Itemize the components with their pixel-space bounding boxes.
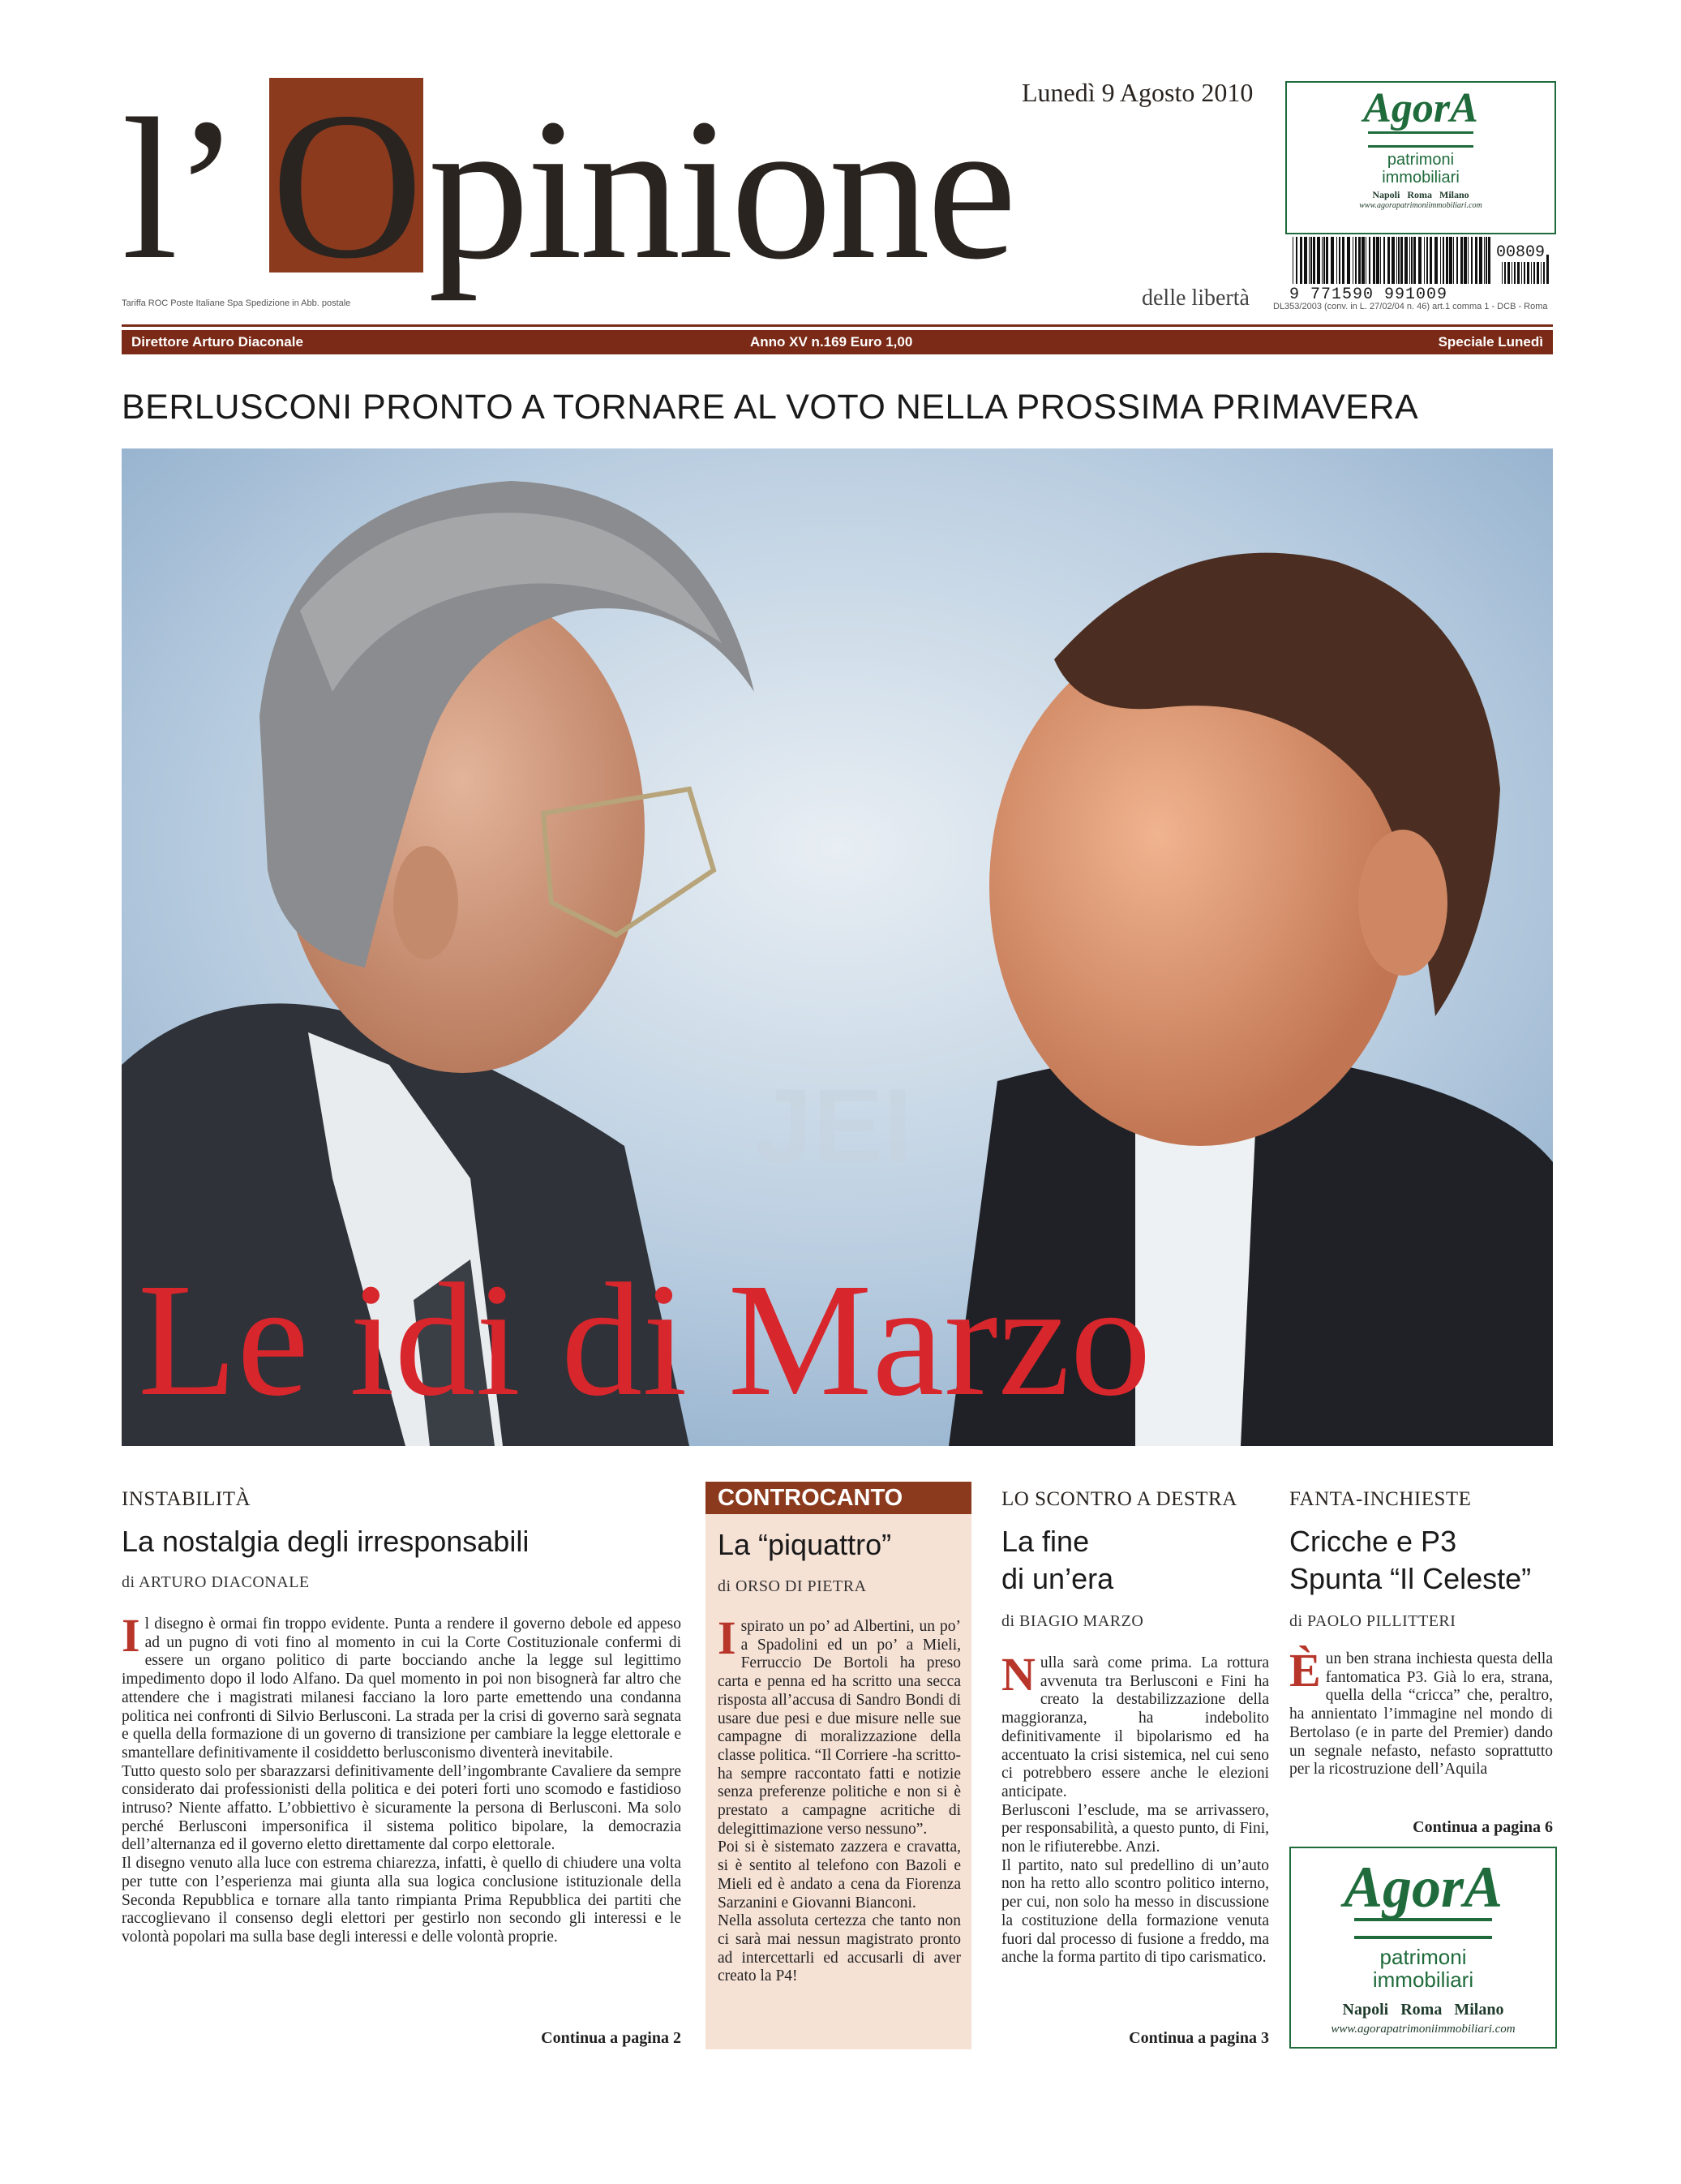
barcode-number: 9 771590 991009	[1289, 285, 1448, 304]
agora-logo-columns	[1368, 131, 1473, 148]
agora-logo-large: AgorA	[1343, 1855, 1503, 1920]
barcode-bar	[1479, 237, 1482, 284]
a4-continue-link[interactable]: Continua a pagina 6	[1413, 1818, 1553, 1836]
a4-dropcap: È	[1289, 1644, 1321, 1697]
a3-byline: di BIAGIO MARZO	[1001, 1612, 1144, 1630]
barcode-bar	[1434, 237, 1438, 284]
barcode-bar	[1456, 237, 1458, 284]
barcode-bar	[1313, 237, 1315, 284]
info-band	[122, 330, 1553, 354]
masthead-pinione: pinione	[428, 77, 1014, 302]
barcode-bar	[1331, 237, 1334, 284]
barcode-bar	[1468, 237, 1469, 284]
svg-text:JEI: JEI	[754, 1066, 913, 1185]
barcode-bar	[1376, 237, 1379, 284]
agora-logo: AgorA	[1363, 85, 1478, 131]
barcode-bar	[1440, 237, 1441, 284]
photo-headline: Le idi di Marzo	[138, 1251, 1151, 1430]
barcode-bar	[1373, 237, 1375, 284]
barcode-bar	[1488, 237, 1490, 284]
agora-url[interactable]: www.agorapatrimoniimmobiliari.com	[1359, 201, 1482, 210]
agora-line2-large: immobiliari	[1372, 1967, 1474, 1992]
a1-kicker: INSTABILITÀ	[122, 1488, 251, 1510]
main-headline: BERLUSCONI PRONTO A TORNARE AL VOTO NELLA PROSSIMA PRIMAVERA	[122, 388, 1419, 427]
barcode-bar	[1449, 237, 1452, 284]
a2-para2: Poi si è sistemato zazzera e cravatta, si è sentito al telefono con Bazoli e Mieli ed è andato a cena da Fiorenza Sarzanini e Giovanni Bianconi.	[718, 1839, 961, 1912]
a4-kicker: FANTA-INCHIESTE	[1289, 1488, 1472, 1510]
barcode-bar	[1355, 237, 1357, 284]
barcode-bar	[1411, 237, 1413, 284]
a2-dropcap: I	[718, 1611, 736, 1664]
agora-line1-large: patrimoni	[1379, 1945, 1467, 1969]
a2-para3: Nella assoluta certezza che tanto non ci sarà mai nessun magistrato pronto ad intercettarli ed accusarli di aver creato la P4!	[718, 1912, 961, 1985]
masthead-o: O	[271, 69, 423, 302]
barcode-bar	[1304, 237, 1307, 284]
barcode-bar	[1464, 237, 1467, 284]
barcode-bar	[1347, 237, 1350, 284]
barcode-bar	[1336, 237, 1337, 284]
a3-title-line2: di un’era	[1001, 1562, 1114, 1595]
edition-label: Speciale Lunedì	[1438, 334, 1543, 350]
a2-byline: di ORSO DI PIETRA	[718, 1577, 867, 1595]
barcode-bar	[1430, 237, 1432, 284]
issue-date: Lunedì 9 Agosto 2010	[1022, 78, 1254, 107]
a4-byline: di PAOLO PILLITTERI	[1289, 1612, 1456, 1630]
a2-para1: spirato un po’ ad Albertini, un po’ a Spadolini ed un po’ a Mieli, Ferruccio De Bortoli ha preso carta e penna ed ha scritto una secca risposta all’accusa di Sandro Bondi di usare due pesi e due misure nelle sue campagne di moralizzazione della classe politica. “Il Corriere -ha scritto- ha sempre raccontato fatti e notizie senza preferenze politiche e non si è prestato a campagne acritiche di delegittimazione verso nessuno”.	[718, 1618, 961, 1838]
barcode-bar	[1471, 237, 1473, 284]
barcode-bar	[1296, 237, 1297, 284]
a3-para3: Il partito, nato sul predellino di un’auto non ha retto allo scontro politico interno, per cui, non solo ha messo in discussione la costituzione della formazione venuta fuori dal processo di fusione a freddo, ma anche la forma partito di tipo carismatico.	[1001, 1856, 1269, 1967]
barcode-bar	[1326, 237, 1328, 284]
barcode-bar	[1398, 237, 1400, 284]
barcode-bar	[1446, 237, 1448, 284]
a1-para1: l disegno è ormai fin troppo evidente. Punta a rendere il governo debole ed appeso ad un pugno di voti fino al momento in cui la Corte Costituzionale confermi di essere un organo politico di parte bocciando anche la legge sul legittimo impedimento dopo il lodo Alfano. Da quel momento in poi non bisognerà far altro che attendere che i magistrati milanesi facciano la loro parte emettendo una condanna politica nei confronti di Silvio Berlusconi. La strada per la crisi di governo sarà segnata e quella della formazione di un governo di transizione per cambiare la legge elettorale e smantellare definitivamente il cosiddetto berlusconismo diventerà inevitabile.	[122, 1615, 681, 1761]
barcode-bar	[1400, 237, 1403, 284]
barcode-bar	[1369, 237, 1370, 284]
a1-title[interactable]: La nostalgia degli irresponsabili	[122, 1525, 530, 1558]
barcode-bar	[1453, 237, 1454, 284]
barcode-bar	[1486, 237, 1487, 284]
barcode-bar	[1362, 237, 1365, 284]
barcode-bar	[1404, 237, 1408, 284]
a4-body	[1289, 1644, 1553, 1779]
barcode-bar	[1339, 237, 1340, 284]
barcode-bar	[1310, 237, 1312, 284]
barcode-bar	[1460, 237, 1463, 284]
a1-dropcap: I	[122, 1609, 140, 1662]
a4-title-line1: Cricche e P3	[1289, 1525, 1457, 1558]
agora-logo-columns-large	[1354, 1918, 1492, 1939]
masthead-tagline: delle libertà	[1142, 285, 1250, 311]
barcode-bar	[1424, 237, 1425, 284]
issue-info: Anno XV n.169 Euro 1,00	[750, 334, 913, 350]
agora-ad-bottom[interactable]	[1289, 1847, 1557, 2049]
barcode-bar	[1383, 237, 1385, 284]
issue-code: 00809	[1496, 243, 1546, 262]
masthead-l: l’	[122, 77, 236, 302]
a3-title-line1: La fine	[1001, 1525, 1090, 1558]
postal-note: Tariffa ROC Poste Italiane Spa Spedizione in Abb. postale	[122, 298, 351, 308]
barcode-bar	[1358, 237, 1361, 284]
agora-cities: Napoli Roma Milano	[1372, 189, 1469, 200]
barcode-bar	[1323, 237, 1325, 284]
a1-body	[122, 1609, 681, 1947]
a3-dropcap: N	[1001, 1648, 1036, 1701]
barcode-bar	[1387, 237, 1390, 284]
barcode-bar	[1426, 237, 1428, 284]
barcode-bar	[1396, 237, 1397, 284]
agora-url-large[interactable]: www.agorapatrimoniimmobiliari.com	[1331, 2023, 1516, 2036]
barcode-bar	[1300, 237, 1302, 284]
a3-body	[1001, 1648, 1269, 1967]
a3-kicker: LO SCONTRO A DESTRA	[1001, 1488, 1237, 1510]
barcode-bar	[1418, 237, 1422, 284]
band-rule	[122, 324, 1553, 327]
a1-byline: di ARTURO DIACONALE	[122, 1573, 310, 1591]
agora-line1: patrimoni	[1387, 151, 1455, 169]
a4-title-line2: Spunta “Il Celeste”	[1289, 1562, 1532, 1595]
a2-body	[718, 1611, 961, 1986]
a3-para2: Berlusconi l’esclude, ma se arrivassero, per responsabilità, a questo punto, di Fini, non le rifiuterebbe. Anzi.	[1001, 1801, 1269, 1856]
barcode-bar	[1392, 237, 1395, 284]
barcode-bar	[1322, 237, 1323, 284]
a3-continue-link[interactable]: Continua a pagina 3	[1129, 2029, 1269, 2047]
a3-title[interactable]	[1001, 1523, 1269, 1598]
controcanto-label: CONTROCANTO	[705, 1482, 971, 1514]
a4-title[interactable]	[1289, 1523, 1557, 1598]
barcode-bar	[1443, 237, 1444, 284]
barcode-bar	[1342, 237, 1344, 284]
a3-para1: ulla sarà come prima. La rottura avvenuta tra Berlusconi e Fini ha creato la destabilizzazione della maggioranza, ha indebolito definitivamente il bipolarismo ed ha accentuato la crisi sistemica, nel cui seno ci potrebbero essere anche le elezioni anticipate.	[1001, 1654, 1269, 1800]
barcode-bar	[1475, 237, 1477, 284]
agora-ad-top[interactable]	[1285, 81, 1556, 234]
agora-line2: immobiliari	[1382, 169, 1460, 187]
agora-cities-large: Napoli Roma Milano	[1342, 2001, 1504, 2019]
a1-para3: Il disegno venuto alla luce con estrema chiarezza, infatti, è quello di chiudere una volta per tutte con l’esperienza mai giunta alla sua logica conclusione istituzionale della Seconda Repubblica e tornare alla tanto rimpianta Prima Repubblica dei partiti che raccoglievano il consenso degli elettori per gestirlo non secondo gli interessi e le volontà popolari ma sulla base degli interessi e delle volontà proprie.	[122, 1855, 681, 1946]
barcode-bar	[1413, 237, 1416, 284]
barcode-bar	[1380, 237, 1381, 284]
barcode-bar	[1317, 237, 1320, 284]
barcode-bar	[1309, 237, 1310, 284]
a1-continue-link[interactable]: Continua a pagina 2	[541, 2029, 681, 2047]
barcode-bar	[1484, 237, 1485, 284]
barcode-bar	[1546, 255, 1549, 284]
legal-note: DL353/2003 (conv. in L. 27/02/04 n. 46) art.1 comma 1 - DCB - Roma	[1273, 302, 1548, 311]
a2-title[interactable]: La “piquattro”	[718, 1528, 892, 1561]
director-name: Direttore Arturo Diaconale	[131, 334, 303, 350]
barcode-bar	[1409, 237, 1410, 284]
a4-para1: un ben strana inchiesta questa della fantomatica P3. Già lo era, strana, quella della “cricca” che, peraltro, ha annientato l’immagine nel mondo di Bertolaso (e in parte del Premier) dando un segnale nefasto, nefasto soprattutto per la ricostruzione dell’Aquila	[1289, 1650, 1553, 1779]
a1-para2: Tutto questo solo per sbarazzarsi definitivamente dell’ingombrante Cavaliere da sempre considerato dai professionisti della politica e dei poteri forti uno scomodo e fastidioso intruso? Niente affatto. L’obbiettivo è sicuramente la persona di Berlusconi. Ma solo perché Berlusconi impersonifica il sistema politico bipolare, la democrazia dell’alternanza ed il governo eletto direttamente dal corpo elettorale.	[122, 1762, 681, 1854]
